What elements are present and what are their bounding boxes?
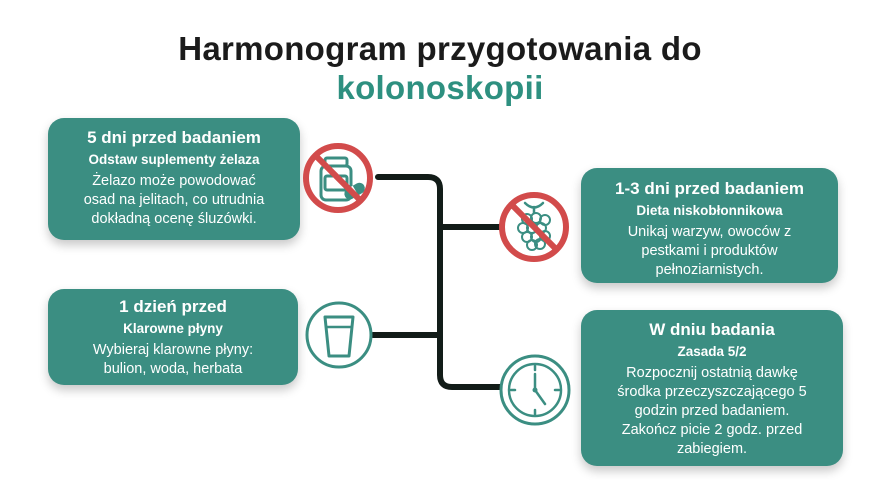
no-raspberry-icon: [495, 185, 573, 269]
title-line-2: kolonoskopii: [336, 68, 544, 106]
step-subheading: Klarowne płyny: [123, 321, 223, 337]
step-description-line: Zakończ picie 2 godz. przed: [621, 422, 803, 439]
step-description-line: osad na jelitach, co utrudnia: [83, 192, 265, 209]
step-card-1-3-days: [581, 168, 838, 283]
step-description-line: zabiegiem.: [676, 441, 748, 458]
step-description-line: pełnoziarnistych.: [655, 262, 764, 279]
step-card-1-day: [48, 289, 298, 385]
step-description-line: Wybieraj klarowne płyny:: [92, 341, 254, 358]
step-card-5-days: [48, 118, 300, 240]
step-subheading: Odstaw suplementy żelaza: [88, 152, 260, 168]
step-description: [581, 223, 838, 280]
step-description-line: bulion, woda, herbata: [103, 361, 243, 378]
clock-icon: [497, 352, 573, 428]
step-description-line: Unikaj warzyw, owoców z: [627, 223, 792, 240]
step-heading: 5 dni przed badaniem: [87, 128, 261, 147]
step-heading: 1 dzień przed: [119, 297, 227, 316]
step-heading: W dniu badania: [649, 320, 775, 339]
no-supplements-icon: [300, 128, 378, 218]
step-description-line: godzin przed badaniem.: [634, 403, 790, 420]
step-subheading: Dieta niskobłonnikowa: [636, 203, 783, 219]
title-line-1: Harmonogram przygotowania do: [178, 30, 702, 67]
step-description-line: Żelazo może powodować: [92, 172, 256, 189]
step-description-line: pestkami i produktów: [641, 243, 778, 260]
step-card-exam-day: [581, 310, 843, 466]
step-subheading: Zasada 5/2: [677, 344, 747, 360]
step-description-line: dokładną ocenę śluzówki.: [91, 211, 257, 228]
step-description: [48, 341, 298, 379]
step-heading: 1-3 dni przed badaniem: [615, 179, 804, 198]
step-description-line: środka przeczyszczającego 5: [617, 384, 807, 401]
step-description: [581, 364, 843, 460]
step-description: [48, 172, 300, 229]
glass-of-water-icon: [304, 300, 374, 370]
step-description-line: Rozpocznij ostatnią dawkę: [626, 364, 798, 381]
